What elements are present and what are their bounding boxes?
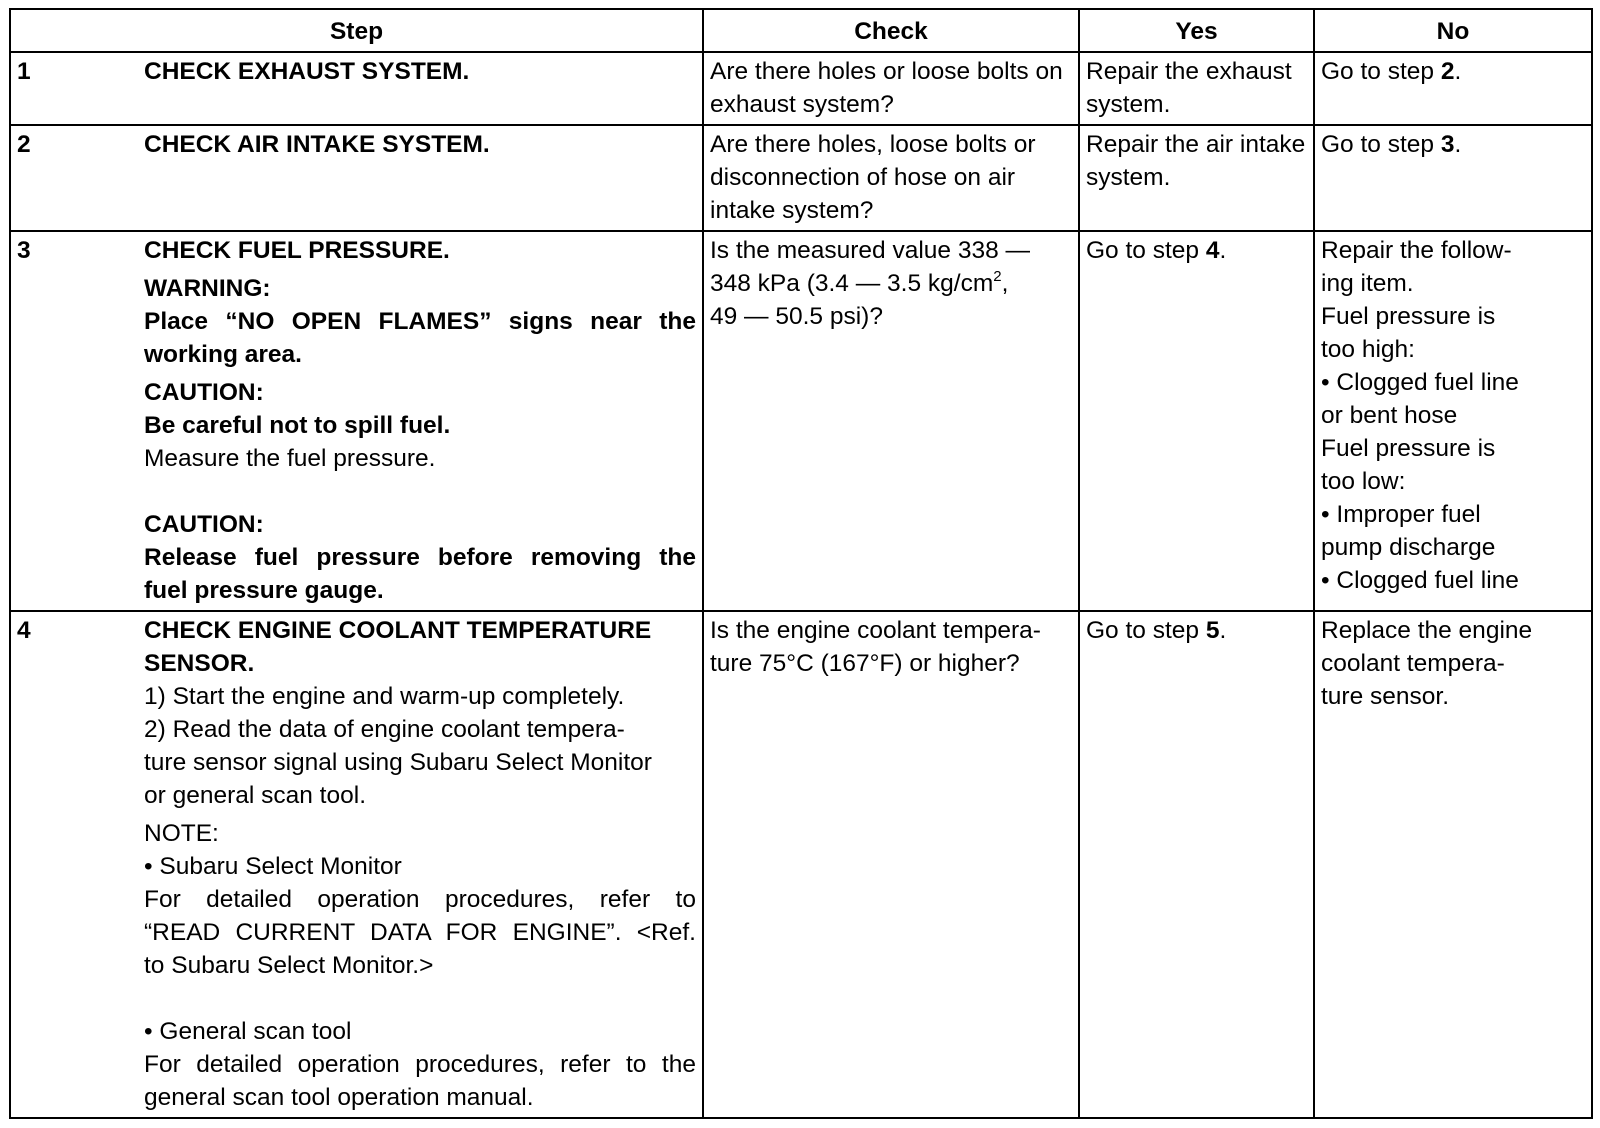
superscript: 2 [993,268,1002,285]
diagnostic-table-container [9,8,1593,1119]
note-text: to Subaru Select Monitor.> [144,952,434,979]
check-text [710,267,1072,300]
no-text: coolant tempera- [1321,650,1505,677]
no-text: ing item. [1321,270,1414,297]
no-text: Go to step [1321,58,1441,85]
note-text: “READ CURRENT DATA FOR ENGINE”. <Ref. [144,919,696,946]
spacer [144,982,696,1015]
yes-cell [1079,231,1314,611]
diagnostic-table [9,8,1593,1119]
yes-text: Go to step [1086,237,1206,264]
no-suffix: . [1454,131,1462,158]
check-text-part: 348 kPa (3.4 — 3.5 kg/cm [710,270,994,297]
sub-step: or general scan tool. [144,782,366,809]
no-step-ref: 2 [1440,58,1455,85]
no-text: too low: [1321,468,1406,495]
list-item: • Improper fuel [1321,501,1481,528]
step-number: 4 [10,611,138,1118]
check-text: Is the measured value 338 — [710,237,1031,264]
check-cell [703,611,1079,1118]
instruction-text: Measure the fuel pressure. [144,445,436,472]
yes-text: Go to step [1086,617,1206,644]
step-content [138,611,703,1118]
yes-suffix: . [1219,617,1227,644]
no-cell [1314,125,1592,231]
table-row [10,52,1592,125]
no-text: Replace the engine [1321,617,1533,644]
no-cell [1314,52,1592,125]
note-text: For detailed operation procedures, refer to [144,886,696,913]
no-text: Fuel pressure is [1321,303,1496,330]
caution-text: fuel pressure gauge. [144,577,384,604]
table-row [10,231,1592,611]
warning-text: working area. [144,341,302,368]
step-title: CHECK ENGINE COOLANT TEMPERATURE [144,617,652,644]
step-content [138,52,703,125]
note-label: NOTE: [144,820,219,847]
header-no: No [1314,9,1592,52]
list-item: • Subaru Select Monitor [144,853,402,880]
list-item: pump discharge [1321,534,1496,561]
sub-step: ture sensor signal using Subaru Select Monitor [144,749,652,776]
no-cell [1314,231,1592,611]
list-item: or bent hose [1321,402,1458,429]
no-text: Go to step [1321,131,1441,158]
caution-text: Release fuel pressure before removing the [144,544,696,571]
no-suffix: . [1454,58,1462,85]
note-text: general scan tool operation manual. [144,1084,534,1111]
list-item: • General scan tool [144,1018,352,1045]
list-item: • Clogged fuel line [1321,369,1519,396]
spacer [144,475,696,508]
step-content [138,231,703,611]
step-content [138,125,703,231]
caution-label: CAUTION: [144,511,264,538]
yes-cell [1079,611,1314,1118]
step-title: CHECK FUEL PRESSURE. [144,237,450,264]
yes-cell: Repair the air intake system. [1079,125,1314,231]
check-cell [703,231,1079,611]
header-check: Check [703,9,1079,52]
warning-text: Place “NO OPEN FLAMES” signs near the [144,308,696,335]
check-text: Is the engine coolant tempera- [710,617,1041,644]
step-number: 2 [10,125,138,231]
check-text: ture 75°C (167°F) or higher? [710,650,1020,677]
yes-suffix: . [1219,237,1227,264]
table-row [10,125,1592,231]
yes-step-ref: 4 [1205,237,1220,264]
no-text: ture sensor. [1321,683,1450,710]
header-step: Step [10,9,703,52]
no-text: Fuel pressure is [1321,435,1496,462]
no-cell [1314,611,1592,1118]
yes-step-ref: 5 [1205,617,1220,644]
check-cell: Are there holes, loose bolts or disconnection of hose on air intake system? [703,125,1079,231]
step-number: 1 [10,52,138,125]
yes-cell: Repair the exhaust system. [1079,52,1314,125]
step-title: CHECK EXHAUST SYSTEM. [144,58,470,85]
warning-label: WARNING: [144,275,271,302]
step-title: SENSOR. [144,650,255,677]
caution-text: Be careful not to spill fuel. [144,412,451,439]
no-text: Repair the follow- [1321,237,1512,264]
check-text-part: , [1001,270,1009,297]
no-text: too high: [1321,336,1415,363]
sub-step: 1) Start the engine and warm-up completely. [144,683,625,710]
list-item: • Clogged fuel line [1321,567,1519,594]
caution-label: CAUTION: [144,379,264,406]
step-number: 3 [10,231,138,611]
step-title: CHECK AIR INTAKE SYSTEM. [144,131,490,158]
header-row [10,9,1592,52]
no-step-ref: 3 [1440,131,1455,158]
header-yes: Yes [1079,9,1314,52]
note-text: For detailed operation procedures, refer to the [144,1051,696,1078]
check-text: 49 — 50.5 psi)? [710,303,883,330]
check-cell: Are there holes or loose bolts on exhaust system? [703,52,1079,125]
table-row [10,611,1592,1118]
sub-step: 2) Read the data of engine coolant tempera- [144,716,625,743]
